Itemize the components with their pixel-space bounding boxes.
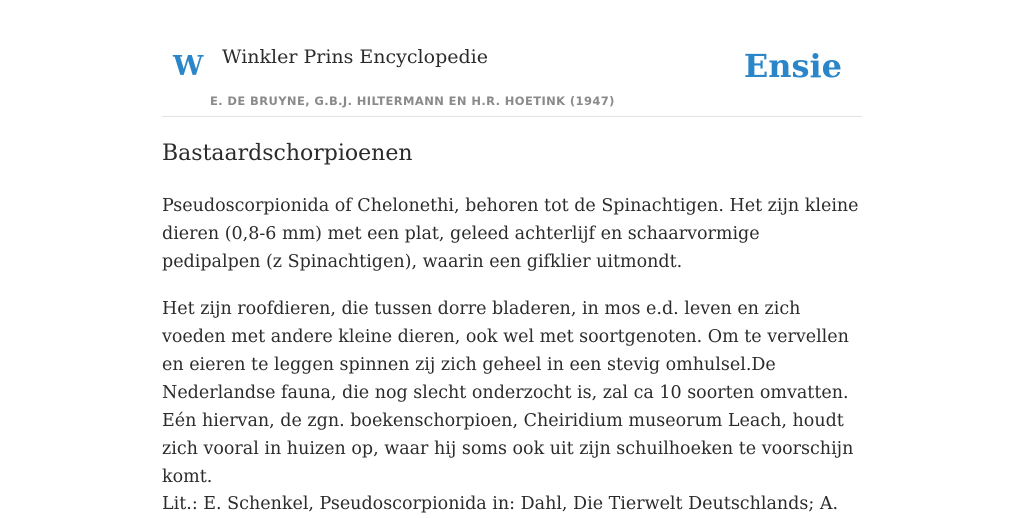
site-title[interactable]: Winkler Prins Encyclopedie [222,46,488,68]
literature-reference: Lit.: E. Schenkel, Pseudoscorpionida in: Dahl, Die Tierwelt Deutschlands; A. [162,494,839,514]
page-container [162,0,862,514]
article-paragraph: Het zijn roofdieren, die tussen dorre bladeren, in mos e.d. leven en zich voeden met andere kleine dieren, ook wel met soortgenoten. Om te vervellen en eieren te leggen spinnen zij zich geheel in een stevig omhulsel.De Nederlandse fauna, die nog slecht onderzocht is, zal ca 10 soorten omvatten. Eén hiervan, de zgn. boekenschorpioen, Cheiridium museorum Leach, houdt zich vooral in huizen op, waar hij soms ook uit zijn schuilhoeken te voorschijn komt. [162,299,854,487]
article-paragraph: Pseudoscorpionida of Chelonethi, behoren tot de Spinachtigen. Het zijn kleine dieren (0,8-6 mm) met een plat, geleed achterlijf en schaarvormige pedipalpen (z Spinachtigen), waarin een gifklier uitmondt. [162,196,859,272]
site-header [162,0,862,117]
authors-line: E. DE BRUYNE, G.B.J. HILTERMANN EN H.R. HOETINK (1947) [210,94,615,108]
ensie-brand-logo[interactable]: Ensie [743,47,842,85]
article-title: Bastaardschorpioenen [162,141,413,166]
winkler-prins-logo[interactable]: W [173,51,204,82]
